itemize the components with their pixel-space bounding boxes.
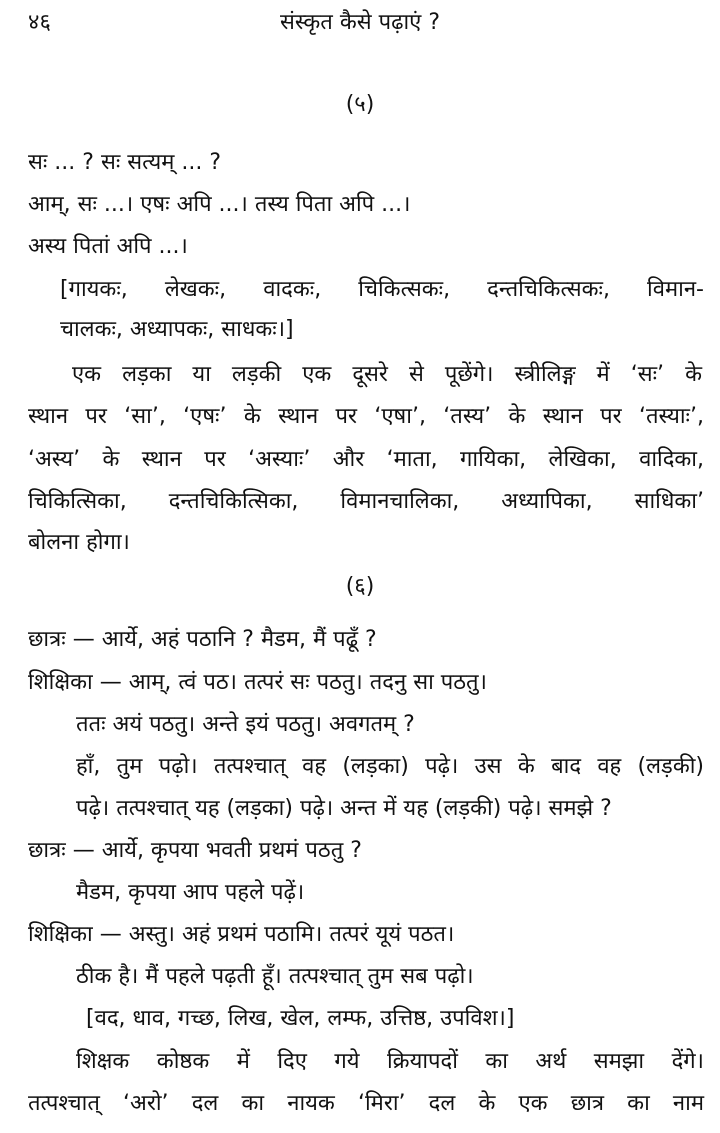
running-title: संस्कृत कैसे पढ़ाएं ? (279, 10, 441, 35)
text-line: अस्य पितां अपि ...। (28, 234, 188, 259)
page-number: ४६ (28, 10, 51, 35)
paragraph-line: स्थान पर ‘सा’, ‘एषः’ के स्थान पर ‘एषा’, ‘तस्य’ के स्थान पर ‘तस्याः’, (28, 404, 704, 429)
section-heading-5: (५) (345, 92, 375, 117)
dialogue-line: पढ़े। तत्पश्चात् यह (लड़का) पढ़े। अन्त में यह (लड़की) पढ़े। समझे ? (76, 796, 612, 821)
paragraph-line: तत्पश्चात् ‘अरो’ दल का नायक ‘मिरा’ दल के एक छात्र का नाम (28, 1091, 704, 1116)
paragraph-line: एक लड़का या लड़की एक दूसरे से पूछेंगे। स्त्रीलिङ्ग में ‘सः’ के (72, 362, 702, 387)
dialogue-line: मैडम, कृपया आप पहले पढ़ें। (76, 880, 305, 905)
paragraph-line: बोलना होगा। (28, 530, 130, 555)
bracket-list-line: [वद, धाव, गच्छ, लिख, खेल, लम्फ, उत्तिष्ठ, उपविश।] (86, 1006, 515, 1031)
text-line: आम्, सः ...। एषः अपि ...। तस्य पिता अपि ...। (28, 192, 411, 217)
dialogue-line: छात्रः — आर्ये, अहं पठानि ? मैडम, मैं पढूँ ? (28, 627, 377, 652)
paragraph-line: शिक्षक कोष्ठक में दिए गये क्रियापदों का अर्थ समझा देंगे। (76, 1049, 704, 1074)
dialogue-line: शिक्षिका — अस्तु। अहं प्रथमं पठामि। तत्परं यूयं पठत। (28, 922, 455, 947)
dialogue-line: शिक्षिका — आम्, त्वं पठ। तत्परं सः पठतु। तदनु सा पठतु। (28, 670, 487, 695)
bracket-list-line: [गायकः, लेखकः, वादकः, चिकित्सकः, दन्तचिकित्सकः, विमान- (60, 277, 704, 302)
dialogue-line: छात्रः — आर्ये, कृपया भवती प्रथमं पठतु ? (28, 838, 362, 863)
dialogue-line: ठीक है। मैं पहले पढ़ती हूँ। तत्पश्चात् तुम सब पढ़ो। (76, 964, 474, 989)
text-line: सः ... ? सः सत्यम् ... ? (28, 150, 222, 175)
paragraph-line: चिकित्सिका, दन्तचिकित्सिका, विमानचालिका, अध्यापिका, साधिका’ (28, 489, 704, 514)
bracket-list-line: चालकः, अध्यापकः, साधकः।] (60, 317, 294, 342)
dialogue-line: हाँ, तुम पढ़ो। तत्पश्चात् वह (लड़का) पढ़े। उस के बाद वह (लड़की) (76, 754, 704, 779)
section-heading-6: (६) (345, 574, 375, 599)
dialogue-line: ततः अयं पठतु। अन्ते इयं पठतु। अवगतम् ? (76, 712, 415, 737)
paragraph-line: ‘अस्य’ के स्थान पर ‘अस्याः’ और ‘माता, गायिका, लेखिका, वादिका, (28, 447, 704, 472)
